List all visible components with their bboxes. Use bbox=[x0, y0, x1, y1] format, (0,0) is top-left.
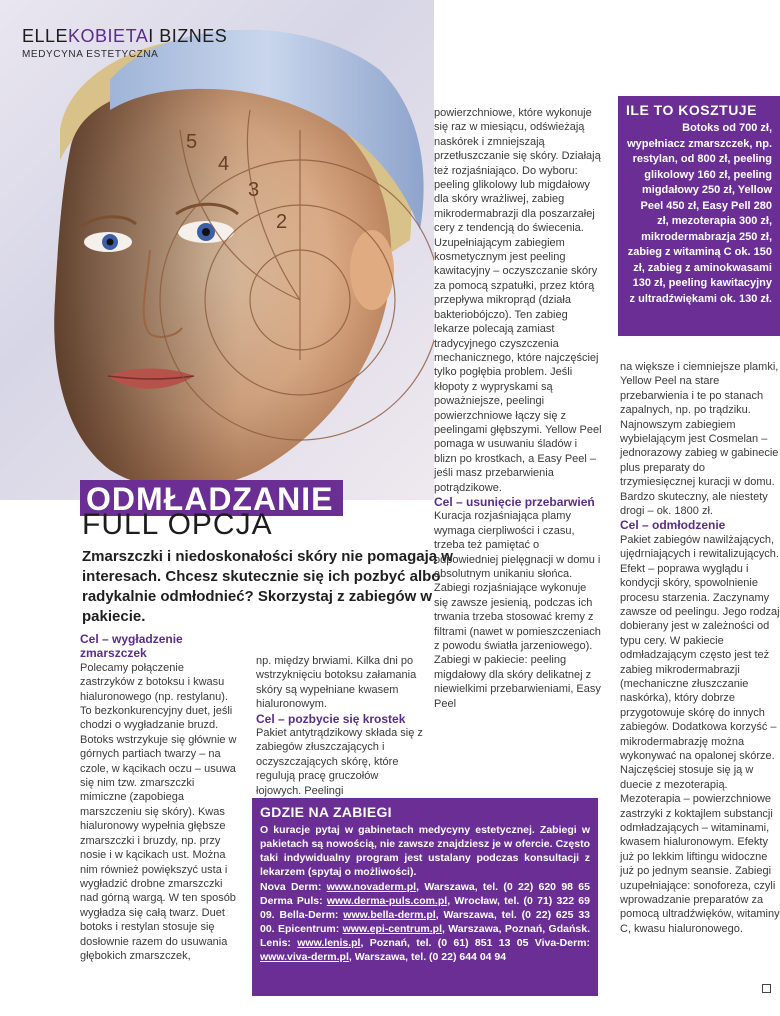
clinic-link[interactable]: www.lenis.pl bbox=[297, 937, 361, 949]
clinic-name: Bella-Derm: bbox=[279, 909, 344, 921]
section-header bbox=[22, 26, 227, 47]
clinic-details: , Warszawa, tel. (0 22) 620 98 65 bbox=[416, 881, 590, 893]
headline-secondary: FULL OPCJA bbox=[82, 508, 273, 541]
brand-elle: ELLE bbox=[22, 26, 69, 46]
paragraph: Pakiet zabiegów nawilżających, ujędrniających i rewitalizujących. Efekt – poprawa wyglądu i kondycji skóry, spowolnienie procesu starzenia. Zaczynamy zawsze od peelingu. Jego rodzaj dobierany jest w zależności od typu cery. W pakiecie odmładzającym często jest też zabieg mikrodermabrazji (mechaniczne złuszczanie naskórka), który dobrze przygotowuje skórę do innych zabiegów. Dodatkowa korzyść – mikrodermabrazję można wykonywać na opalonej skórze. Najczęściej stosuje się ją w duecie z mezoterapią. Mezoterapia – powierzchniowe zastrzyki z koktajlem substancji odmładzających – witaminami, kwasem hialuronowym. Efekty już po lekkim liftingu widoczne już po jednym seansie. Zabiegi uzupełniające: sonoforeza, czyli wprowadzanie preparatów za pomocą ultradźwięków, witaminy C, kwasu hialuronowego. bbox=[620, 533, 780, 935]
clinics-box-title: GDZIE NA ZABIEGI bbox=[260, 804, 392, 820]
subheading: Cel – usunięcie przebarwień bbox=[434, 494, 595, 509]
end-of-article-mark bbox=[762, 984, 771, 993]
lead-paragraph: Zmarszczki i niedoskonałości skóry nie pomagają w interesach. Chcesz skutecznie się ich pozbyć albo radykalnie odmłodnieć? Skorzystaj z zabiegów w pakiecie. bbox=[82, 548, 453, 625]
clinic-details: , Poznań, tel. (0 61) 851 13 05 bbox=[360, 937, 529, 949]
paragraph: powierzchniowe, które wykonuje się raz w miesiącu, odświeżają naskórek i zmniejszają przetłuszczanie się skóry. Działają też rozjaśniająco. Do wyboru: peeling glikolowy lub migdałowy dla skóry wrażliwej, zabieg mikrodermabrazji dla poszarzałej cery z tendencją do świecenia. Uzupełniającym zabiegiem kosmetycznym jest peeling kawitacyjny – oczyszczanie skóry za pomocą szpatułki, przez którą przepływa mikroprąd (działa bakteriobójczo). Ten zabieg lekarze polecają zamiast tradycyjnego czyszczenia mechanicznego, które najczęściej tylko pogłębia problem. Jeśli kłopoty z wypryskami są poważniejsze, peelingi powierzchniowe łączy się z peelingami głębszymi. Yellow Peel pomaga w usuwaniu śladów i blizn po krostkach, a Easy Peel – jeśli masz przebarwienia potrądzikowe. bbox=[434, 107, 602, 494]
clinic-details: , Warszawa, Poznań, Gdańsk. bbox=[441, 923, 590, 935]
article-column-3 bbox=[434, 106, 602, 711]
clinic-link[interactable]: www.bella-derm.pl bbox=[343, 909, 436, 921]
zone-number: 4 bbox=[218, 153, 230, 175]
brand-biznes: I BIZNES bbox=[148, 26, 228, 46]
headline-primary: ODMŁADZANIE bbox=[80, 480, 343, 516]
clinic-name: Nova Derm: bbox=[260, 881, 327, 893]
clinic-link[interactable]: www.epi-centrum.pl bbox=[342, 923, 442, 935]
clinics-intro: O kuracje pytaj w gabinetach medycyny estetycznej. Zabiegi w pakietach są nowością, nie zawsze znajdziesz je w ofercie. Często taki indywidualny program jest ustalany podczas konsultacji z lekarzem (spytaj o możliwości). bbox=[260, 824, 590, 878]
zone-number: 5 bbox=[186, 131, 198, 153]
clinic-details: , Warszawa, tel. (0 22) 625 33 00. bbox=[260, 909, 590, 935]
brand-kobieta: KOBIETA bbox=[68, 26, 149, 46]
clinic-details: , Wrocław, tel. (0 71) 322 69 09. bbox=[260, 895, 590, 921]
clinic-details: , Warszawa, tel. (0 22) 644 04 94 bbox=[348, 951, 507, 963]
clinic-name: Lenis: bbox=[260, 937, 298, 949]
clinic-name: Epicentrum: bbox=[277, 923, 343, 935]
clinic-link[interactable]: www.viva-derm.pl bbox=[260, 951, 349, 963]
clinic-name: Derma Puls: bbox=[260, 895, 327, 907]
article-column-2 bbox=[256, 654, 424, 798]
zone-number: 2 bbox=[276, 211, 288, 233]
clinic-link[interactable]: www.novaderm.pl bbox=[326, 881, 417, 893]
paragraph: Polecamy połączenie zastrzyków z botoksu i kwasu hialuronowego (np. restylanu). To bezkonkurencyjny duet, jeśli chodzi o wygładzanie bruzd. Botoks wstrzykuje się głównie w górnych partiach twarzy – na czole, w kącikach oczu – usuwa się nim tzw. zmarszczki mimiczne (zapobiega marszczeniu się skóry). Kwas hialuronowy wypełnia głębsze zmarszczki i bruzdy, np. przy nosie i w kącikach ust. Można nim również powiększyć usta i wygładzić drobne zmarszczki nad górną wargą. W ten sposób wygładza się całą twarz. Duet botoks i restylan stosuje się dosłownie razem do usuwania głębokich zmarszczek, bbox=[80, 661, 237, 962]
article-column-4 bbox=[620, 360, 780, 936]
article-column-1 bbox=[80, 632, 238, 963]
zone-number: 3 bbox=[248, 179, 260, 201]
subheading: Cel – odmłodzenie bbox=[620, 518, 726, 533]
subheading: Cel – pozbycie się krostek bbox=[256, 711, 406, 726]
paragraph: Kuracja rozjaśniająca plamy wymaga cierpliwości i czasu, trzeba też pamiętać o odpowiedniej pielęgnacji w domu i absolutnym unikaniu słońca. Zabiegi rozjaśniające wykonuje się zawsze jesienią, podczas ich trwania trzeba stosować kremy z filtrami (nawet w pomieszczeniach z powodu światła jarzeniowego). Zabiegi w pakiecie: peeling migdałowy dla skóry delikatnej z niewielkimi przebarwieniami, Easy Peel bbox=[434, 510, 601, 710]
clinics-list bbox=[260, 880, 590, 964]
price-box-body: Botoks od 700 zł, wypełniacz zmarszczek, np. restylan, od 800 zł, peeling glikolowy 160 zł, peeling migdałowy 250 zł, Yellow Peel 450 zł, Easy Pell 280 zł, mezoterapia 300 zł, mikrodermabrazja 250 zł, zabieg z witaminą C ok. 150 zł, zabieg z aminokwasami 130 zł, peeling kawitacyjny z ultradźwiękami ok. 130 zł. bbox=[627, 122, 772, 305]
price-box-title: ILE TO KOSZTUJE bbox=[626, 102, 757, 118]
face-illustration bbox=[0, 0, 434, 500]
clinic-link[interactable]: www.derma-puls.com.pl bbox=[326, 895, 448, 907]
clinic-name: Viva-Derm: bbox=[534, 937, 591, 949]
price-box bbox=[618, 96, 780, 336]
paragraph: Pakiet antytrądzikowy składa się z zabiegów złuszczających i oczyszczających skórę, które regulują pracę gruczołów łojowych. Peelingi bbox=[256, 727, 423, 797]
hero-photo bbox=[0, 0, 434, 500]
subheading: Cel – wygładzenie zmarszczek bbox=[80, 632, 183, 661]
subsection-label: MEDYCYNA ESTETYCZNA bbox=[22, 49, 159, 60]
clinics-box bbox=[252, 798, 598, 996]
paragraph: na większe i ciemniejsze plamki, Yellow Peel na stare przebarwienia i te po stanach zapalnych, np. po trądziku. Najnowszym zabiegiem wybielającym jest Cosmelan – jednorazowy zabieg w gabinecie plus preparaty do trzymiesięcznej kuracji w domu. Bardzo skuteczny, ale niestety drogi – ok. 1800 zł. bbox=[620, 361, 779, 518]
paragraph: np. między brwiami. Kilka dni po wstrzyknięciu botoksu załamania skóry są wypełniane kwasem hialuronowym. bbox=[256, 655, 417, 711]
